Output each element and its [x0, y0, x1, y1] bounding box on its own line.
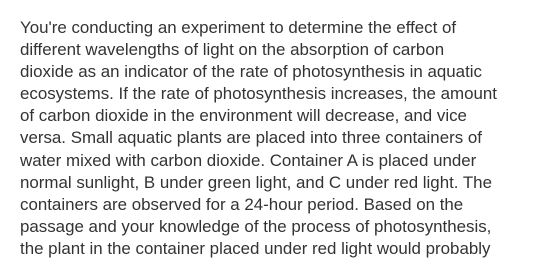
question-line: You're conducting an experiment to determine the effect of [20, 18, 457, 37]
question-line: passage and your knowledge of the process of photosynthesis, [20, 216, 492, 236]
question-line: water mixed with carbon dioxide. Container A is placed under [20, 150, 477, 170]
question-line: dioxide as an indicator of the rate of photosynthesis in aquatic [20, 62, 482, 82]
question-line: normal sunlight, B under green light, and C under red light. The [20, 172, 492, 192]
question-line: versa. Small aquatic plants are placed into three containers of [20, 128, 482, 148]
question-line: the plant in the container placed under red light would probably [20, 238, 491, 258]
question-line: different wavelengths of light on the absorption of carbon [20, 40, 445, 60]
question-line: ecosystems. If the rate of photosynthesis increases, the amount [20, 84, 497, 104]
question-line: containers are observed for a 24-hour period. Based on the [20, 194, 464, 214]
question-line: of carbon dioxide in the environment will decrease, and vice [20, 106, 467, 126]
question-text [20, 17, 550, 260]
